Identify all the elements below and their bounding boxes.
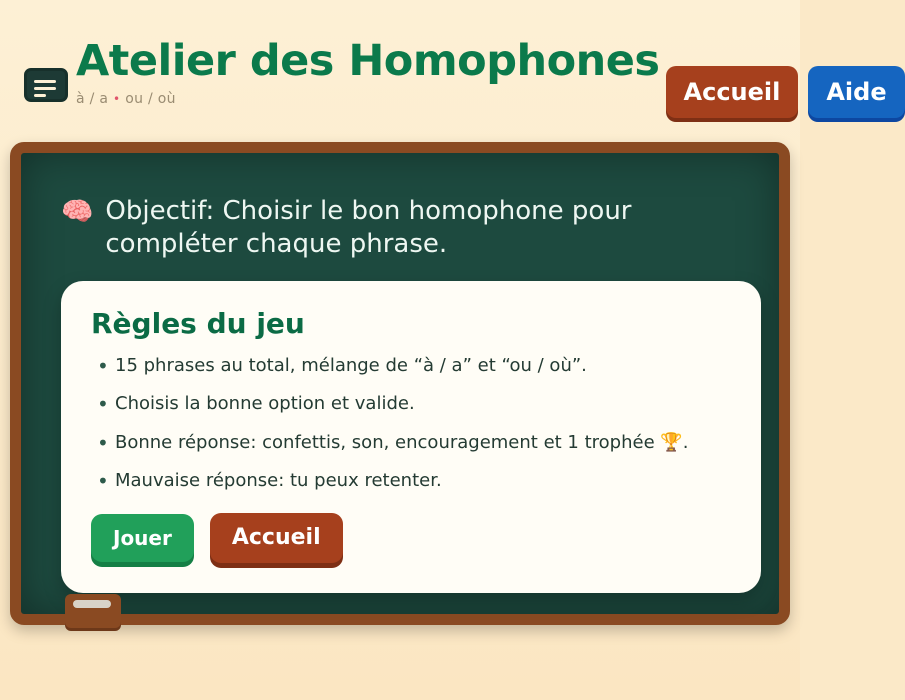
board-icon — [24, 68, 68, 102]
card-home-button[interactable]: Accueil — [210, 513, 343, 563]
header-help-button[interactable]: Aide — [808, 66, 904, 118]
play-button[interactable]: Jouer — [91, 514, 194, 562]
page-title: Atelier des Homophones — [76, 36, 660, 86]
rules-card — [61, 281, 761, 593]
chalkboard — [10, 142, 790, 625]
brain-icon: 🧠 — [61, 197, 94, 227]
rules-title: Règles du jeu — [91, 307, 305, 340]
list-item: • 15 phrases au total, mélange de “à / a” et “ou / où”. — [91, 354, 731, 378]
card-buttons — [91, 513, 731, 563]
chalk-tray — [65, 594, 121, 628]
chalkboard-wrapper — [10, 142, 790, 625]
title-block — [76, 38, 660, 107]
list-item: • Bonne réponse: confettis, son, encouragement et 1 trophée 🏆. — [91, 431, 731, 455]
header-buttons — [666, 66, 905, 118]
subtitle-left: à / a — [76, 91, 109, 108]
header-home-button[interactable]: Accueil — [666, 66, 799, 118]
app-header — [0, 0, 887, 118]
list-item: • Choisis la bonne option et valide. — [91, 392, 731, 416]
objective-row — [21, 153, 779, 262]
list-item: • Mauvaise réponse: tu peux retenter. — [91, 469, 731, 493]
subtitle-right: ou / où — [125, 91, 176, 108]
subtitle-separator: • — [113, 92, 121, 107]
page-subtitle — [76, 91, 660, 107]
objective-text: Objectif: Choisir le bon homophone pour compléter chaque phrase. — [105, 196, 632, 260]
rules-list — [91, 354, 731, 493]
